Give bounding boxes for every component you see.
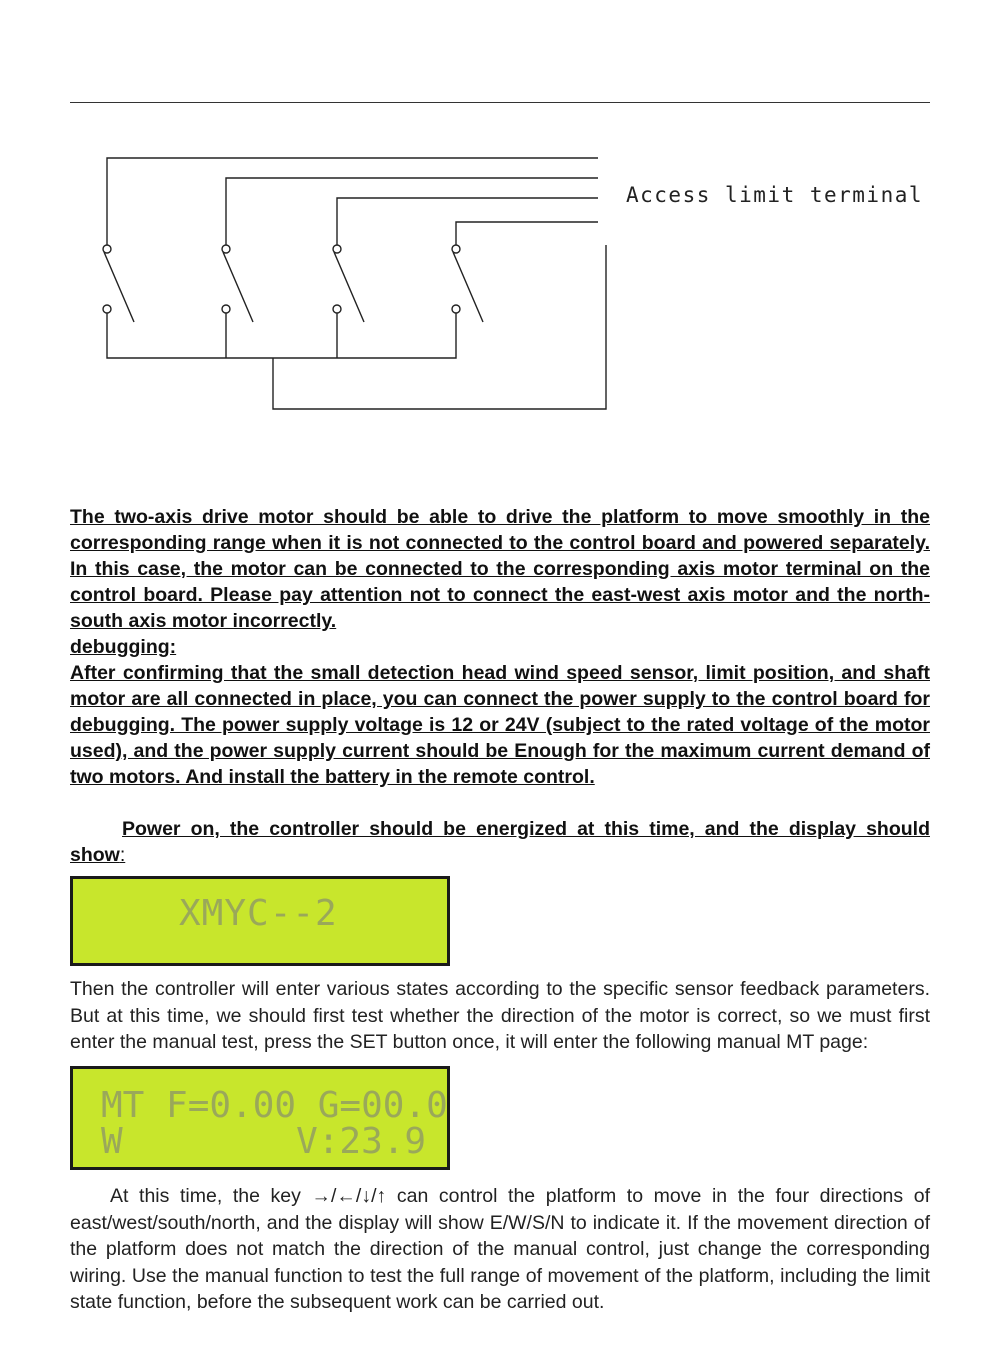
access-limit-terminal-label: Access limit terminal [626, 183, 924, 207]
limit-switch-wiring-diagram [0, 0, 1000, 470]
lcd-manual-line-2: W V:23.9 [101, 1121, 427, 1162]
lcd-startup-line: XMYC--2 [179, 893, 338, 934]
manual-test-paragraph: Then the controller will enter various states according to the specific sensor feedback parameters. But at this time, we should first test whether the direction of the motor is correct, so we must first enter the manual test, press the SET button once, it will enter the following manual MT page: [70, 978, 930, 1053]
motor-test-paragraph: The two-axis drive motor should be able to drive the platform to move smoothly in the corresponding range when it is not connected to the control board and powered separately. In this case, the motor can be connected to the corresponding axis motor terminal on the control board. Please pay attention not to connect the east-west axis motor and the north-south axis motor incorrectly. [70, 506, 930, 632]
return-wire [273, 245, 606, 409]
lcd-display-manual-mode [70, 1066, 450, 1170]
debugging-paragraph: After confirming that the small detection head wind speed sensor, limit position, and shaft motor are all connected in place, you can connect the power supply to the control board for debugging. The power supply voltage is 12 or 24V (subject to the rated voltage of the motor used), and the power supply current should be Enough for the maximum current demand of two motors. And install the battery in the remote control. [70, 662, 930, 788]
power-on-text: Power on, the controller should be energized at this time, and the display should show [70, 818, 930, 866]
wire-1 [107, 158, 598, 245]
switch-1 [103, 245, 134, 322]
direction-keys-paragraph: At this time, the key →/←/↓/↑ can control the platform to move in the four directions of east/west/south/north, and the display will show E/W/S/N to indicate it. If the movement direction of the platform does not match the direction of the manual control, just change the corresponding wiring. Use the manual function to test the full range of movement of the platform, including the limit state function, before the subsequent work can be carried out. [70, 1185, 930, 1313]
wire-2 [226, 178, 598, 245]
common-bus [107, 313, 456, 358]
lcd-display-startup [70, 876, 450, 966]
wire-4 [456, 222, 598, 245]
debugging-heading: debugging: [70, 636, 177, 658]
switch-3 [333, 245, 364, 322]
switch-4 [452, 245, 483, 322]
power-on-suffix: : [119, 844, 126, 866]
switch-2 [222, 245, 253, 322]
power-on-paragraph [70, 816, 930, 868]
lcd-manual-line-1: MT F=0.00 G=00.0 [101, 1085, 448, 1126]
